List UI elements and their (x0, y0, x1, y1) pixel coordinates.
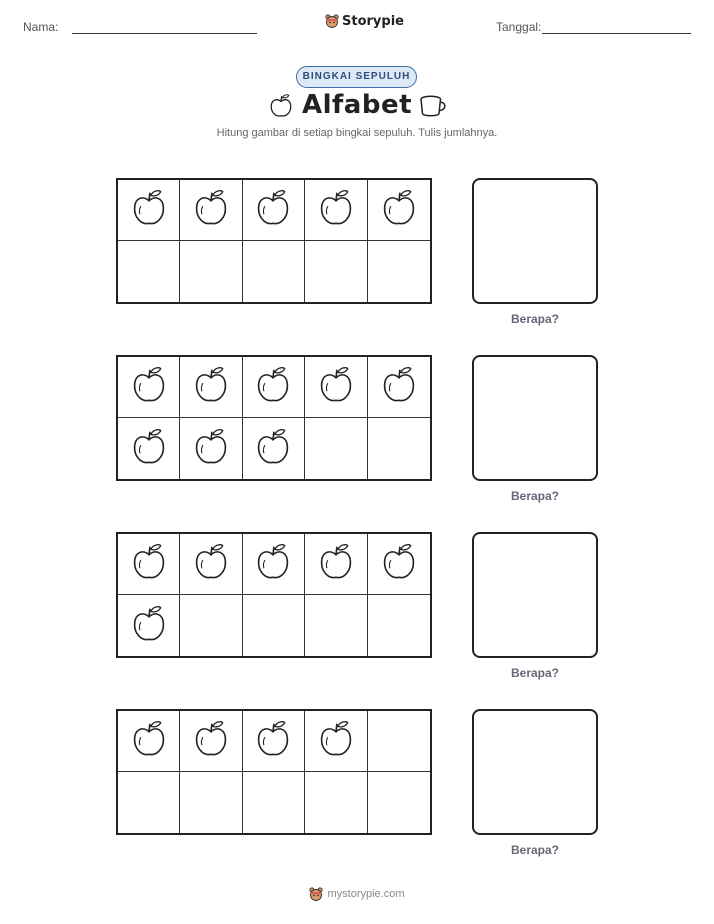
page-title: Alfabet (301, 90, 413, 120)
frame-cell (368, 595, 430, 656)
date-line[interactable] (542, 33, 691, 34)
frame-cell (243, 241, 305, 302)
instructions: Hitung gambar di setiap bingkai sepuluh. Tulis jumlahnya. (216, 127, 498, 139)
frame-cell (243, 772, 305, 833)
footer (0, 886, 714, 902)
question-label-3: Berapa? (510, 666, 560, 680)
date-label: Tanggal: (496, 20, 542, 34)
apple-icon (131, 365, 167, 409)
question-label-4: Berapa? (510, 843, 560, 857)
frame-cell (118, 241, 180, 302)
cup-icon (418, 92, 448, 120)
question-label-2: Berapa? (510, 489, 560, 503)
storypie-bear-icon (309, 886, 323, 902)
apple-icon (131, 188, 167, 232)
frame-cell (118, 595, 180, 656)
frame-cell (305, 711, 367, 772)
frame-cell (243, 357, 305, 418)
frame-cell (368, 180, 430, 241)
apple-icon (193, 188, 229, 232)
frame-cell (118, 772, 180, 833)
frame-cell (368, 418, 430, 479)
frame-cell (243, 534, 305, 595)
answer-box-3[interactable] (472, 532, 598, 658)
apple-icon (318, 542, 354, 586)
frame-cell (180, 241, 242, 302)
frame-cell (118, 357, 180, 418)
apple-icon (131, 719, 167, 763)
apple-icon (318, 188, 354, 232)
ten-frame-3 (116, 532, 432, 658)
frame-cell (305, 357, 367, 418)
frame-cell (305, 241, 367, 302)
apple-icon (255, 188, 291, 232)
frame-cell (118, 711, 180, 772)
apple-icon (193, 719, 229, 763)
answer-box-2[interactable] (472, 355, 598, 481)
frame-cell (368, 534, 430, 595)
ten-frame-4 (116, 709, 432, 835)
apple-icon (318, 365, 354, 409)
frame-cell (180, 357, 242, 418)
name-line[interactable] (72, 33, 257, 34)
question-label-1: Berapa? (510, 312, 560, 326)
frame-cell (243, 418, 305, 479)
apple-icon (255, 427, 291, 471)
frame-cell (368, 357, 430, 418)
apple-icon (255, 365, 291, 409)
frame-cell (180, 180, 242, 241)
frame-cell (180, 772, 242, 833)
apple-icon (381, 188, 417, 232)
frame-cell (243, 711, 305, 772)
ten-frame-1 (116, 178, 432, 304)
frame-cell (180, 711, 242, 772)
apple-icon (131, 542, 167, 586)
frame-cell (368, 772, 430, 833)
frame-cell (180, 595, 242, 656)
ten-frame-2 (116, 355, 432, 481)
frame-cell (118, 418, 180, 479)
apple-icon (193, 365, 229, 409)
name-label: Nama: (23, 20, 59, 34)
apple-icon (381, 365, 417, 409)
apple-icon (318, 719, 354, 763)
frame-cell (305, 772, 367, 833)
frame-cell (305, 534, 367, 595)
category-badge: BINGKAI SEPULUH (296, 66, 417, 88)
apple-icon (193, 542, 229, 586)
apple-icon (255, 542, 291, 586)
frame-cell (305, 418, 367, 479)
frame-cell (368, 711, 430, 772)
frame-cell (368, 241, 430, 302)
frame-cell (305, 595, 367, 656)
brand-logo (325, 13, 404, 29)
apple-icon (255, 719, 291, 763)
frame-cell (305, 180, 367, 241)
answer-box-1[interactable] (472, 178, 598, 304)
brand-name: Storypie (342, 13, 404, 29)
apple-icon (381, 542, 417, 586)
answer-box-4[interactable] (472, 709, 598, 835)
frame-cell (180, 418, 242, 479)
apple-icon (193, 427, 229, 471)
storypie-bear-icon (325, 13, 339, 29)
frame-cell (243, 180, 305, 241)
frame-cell (118, 180, 180, 241)
footer-url: mystorypie.com (327, 888, 405, 900)
frame-cell (180, 534, 242, 595)
apple-icon (131, 427, 167, 471)
frame-cell (243, 595, 305, 656)
apple-icon (131, 604, 167, 648)
frame-cell (118, 534, 180, 595)
